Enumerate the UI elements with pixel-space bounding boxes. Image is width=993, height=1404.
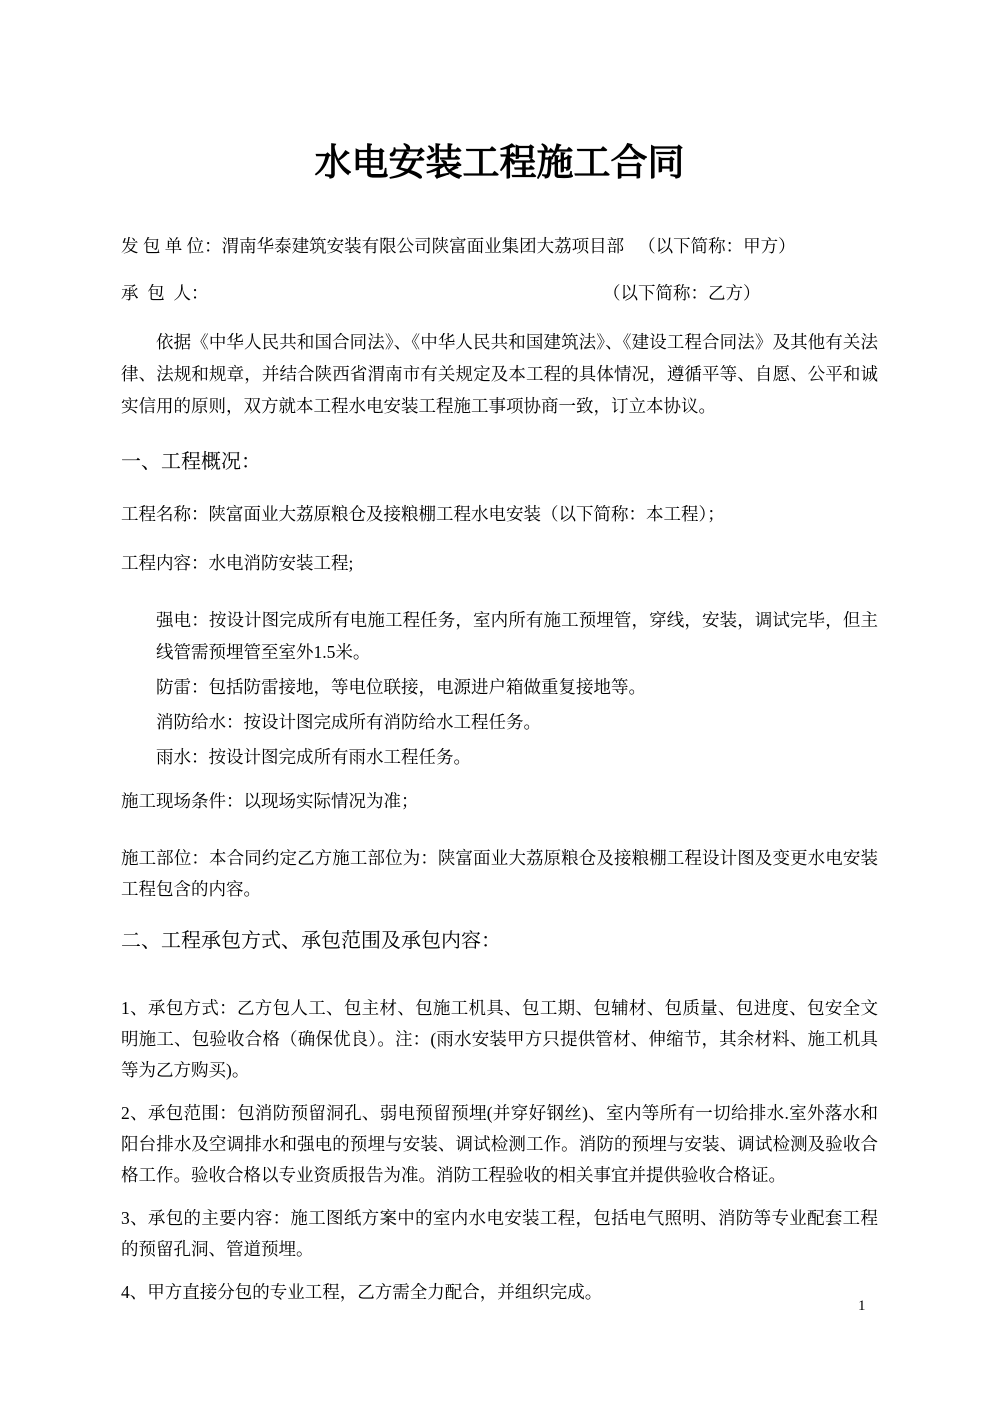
employer-line xyxy=(121,234,878,258)
contractor-label: 承 包 人： xyxy=(121,283,209,303)
employer-alias: （以下简称：甲方） xyxy=(638,236,796,256)
contractor-line xyxy=(121,281,878,305)
work-scope-item-strong-electric: 强电：按设计图完成所有电施工程任务，室内所有施工预埋管，穿线，安装，调试完毕，但主线管需预埋管至室外1.5米。 xyxy=(156,610,878,662)
work-scope-item-lightning-protection: 防雷：包括防雷接地，等电位联接，电源进户箱做重复接地等。 xyxy=(156,677,646,697)
work-scope-item-list xyxy=(121,604,878,773)
work-scope-item-rain-water: 雨水：按设计图完成所有雨水工程任务。 xyxy=(156,747,471,767)
clause-contract-scope: 2、承包范围：包消防预留洞孔、弱电预留预埋(并穿好钢丝)、室内等所有一切给排水.室外落水和阳台排水及空调排水和强电的预埋与安装、调试检测工作。消防的预埋与安装、调试检测及验收合格工作。验收合格以专业资质报告为准。消防工程验收的相关事宜并提供验收合格证。 xyxy=(121,1103,878,1185)
project-name-line: 工程名称：陕富面业大荔原粮仓及接粮棚工程水电安装（以下简称：本工程）； xyxy=(121,504,725,524)
employer-label: 发 包 单 位： xyxy=(121,236,222,256)
construction-part-paragraph: 施工部位：本合同约定乙方施工部位为：陕富面业大荔原粮仓及接粮棚工程设计图及变更水电安装工程包含的内容。 xyxy=(121,848,878,899)
document-title: 水电安装工程施工合同 xyxy=(314,143,685,184)
clause-main-content: 3、承包的主要内容：施工图纸方案中的室内水电安装工程，包括电气照明、消防等专业配套工程的预留孔洞、管道预埋。 xyxy=(121,1208,878,1259)
section1-heading: 一、工程概况： xyxy=(121,451,261,473)
contractor-alias: （以下简称：乙方） xyxy=(603,283,761,303)
page-number: 1 xyxy=(858,1298,866,1314)
work-scope-item-fire-water: 消防给水：按设计图完成所有消防给水工程任务。 xyxy=(156,712,541,732)
employer-value: 渭南华泰建筑安装有限公司陕富面业集团大荔项目部 xyxy=(221,236,625,256)
project-content-line: 工程内容：水电消防安装工程; xyxy=(121,553,354,573)
clause-contract-mode: 1、承包方式：乙方包人工、包主材、包施工机具、包工期、包辅材、包质量、包进度、包安全文明施工、包验收合格（确保优良）。注：(雨水安装甲方只提供管材、伸缩节，其余材料、施工机具等为乙方购买)。 xyxy=(121,998,878,1080)
clause-direct-subcontract: 4、甲方直接分包的专业工程，乙方需全力配合，并组织完成。 xyxy=(121,1282,603,1302)
site-condition-line: 施工现场条件：以现场实际情况为准； xyxy=(121,791,419,811)
preamble-paragraph: 依据《中华人民共和国合同法》、《中华人民共和国建筑法》、《建设工程合同法》及其他有关法律、法规和规章，并结合陕西省渭南市有关规定及本工程的具体情况，遵循平等、自愿、公平和诚实信用的原则，双方就本工程水电安装工程施工事项协商一致，订立本协议。 xyxy=(121,332,878,416)
section2-heading: 二、工程承包方式、承包范围及承包内容： xyxy=(121,930,501,952)
